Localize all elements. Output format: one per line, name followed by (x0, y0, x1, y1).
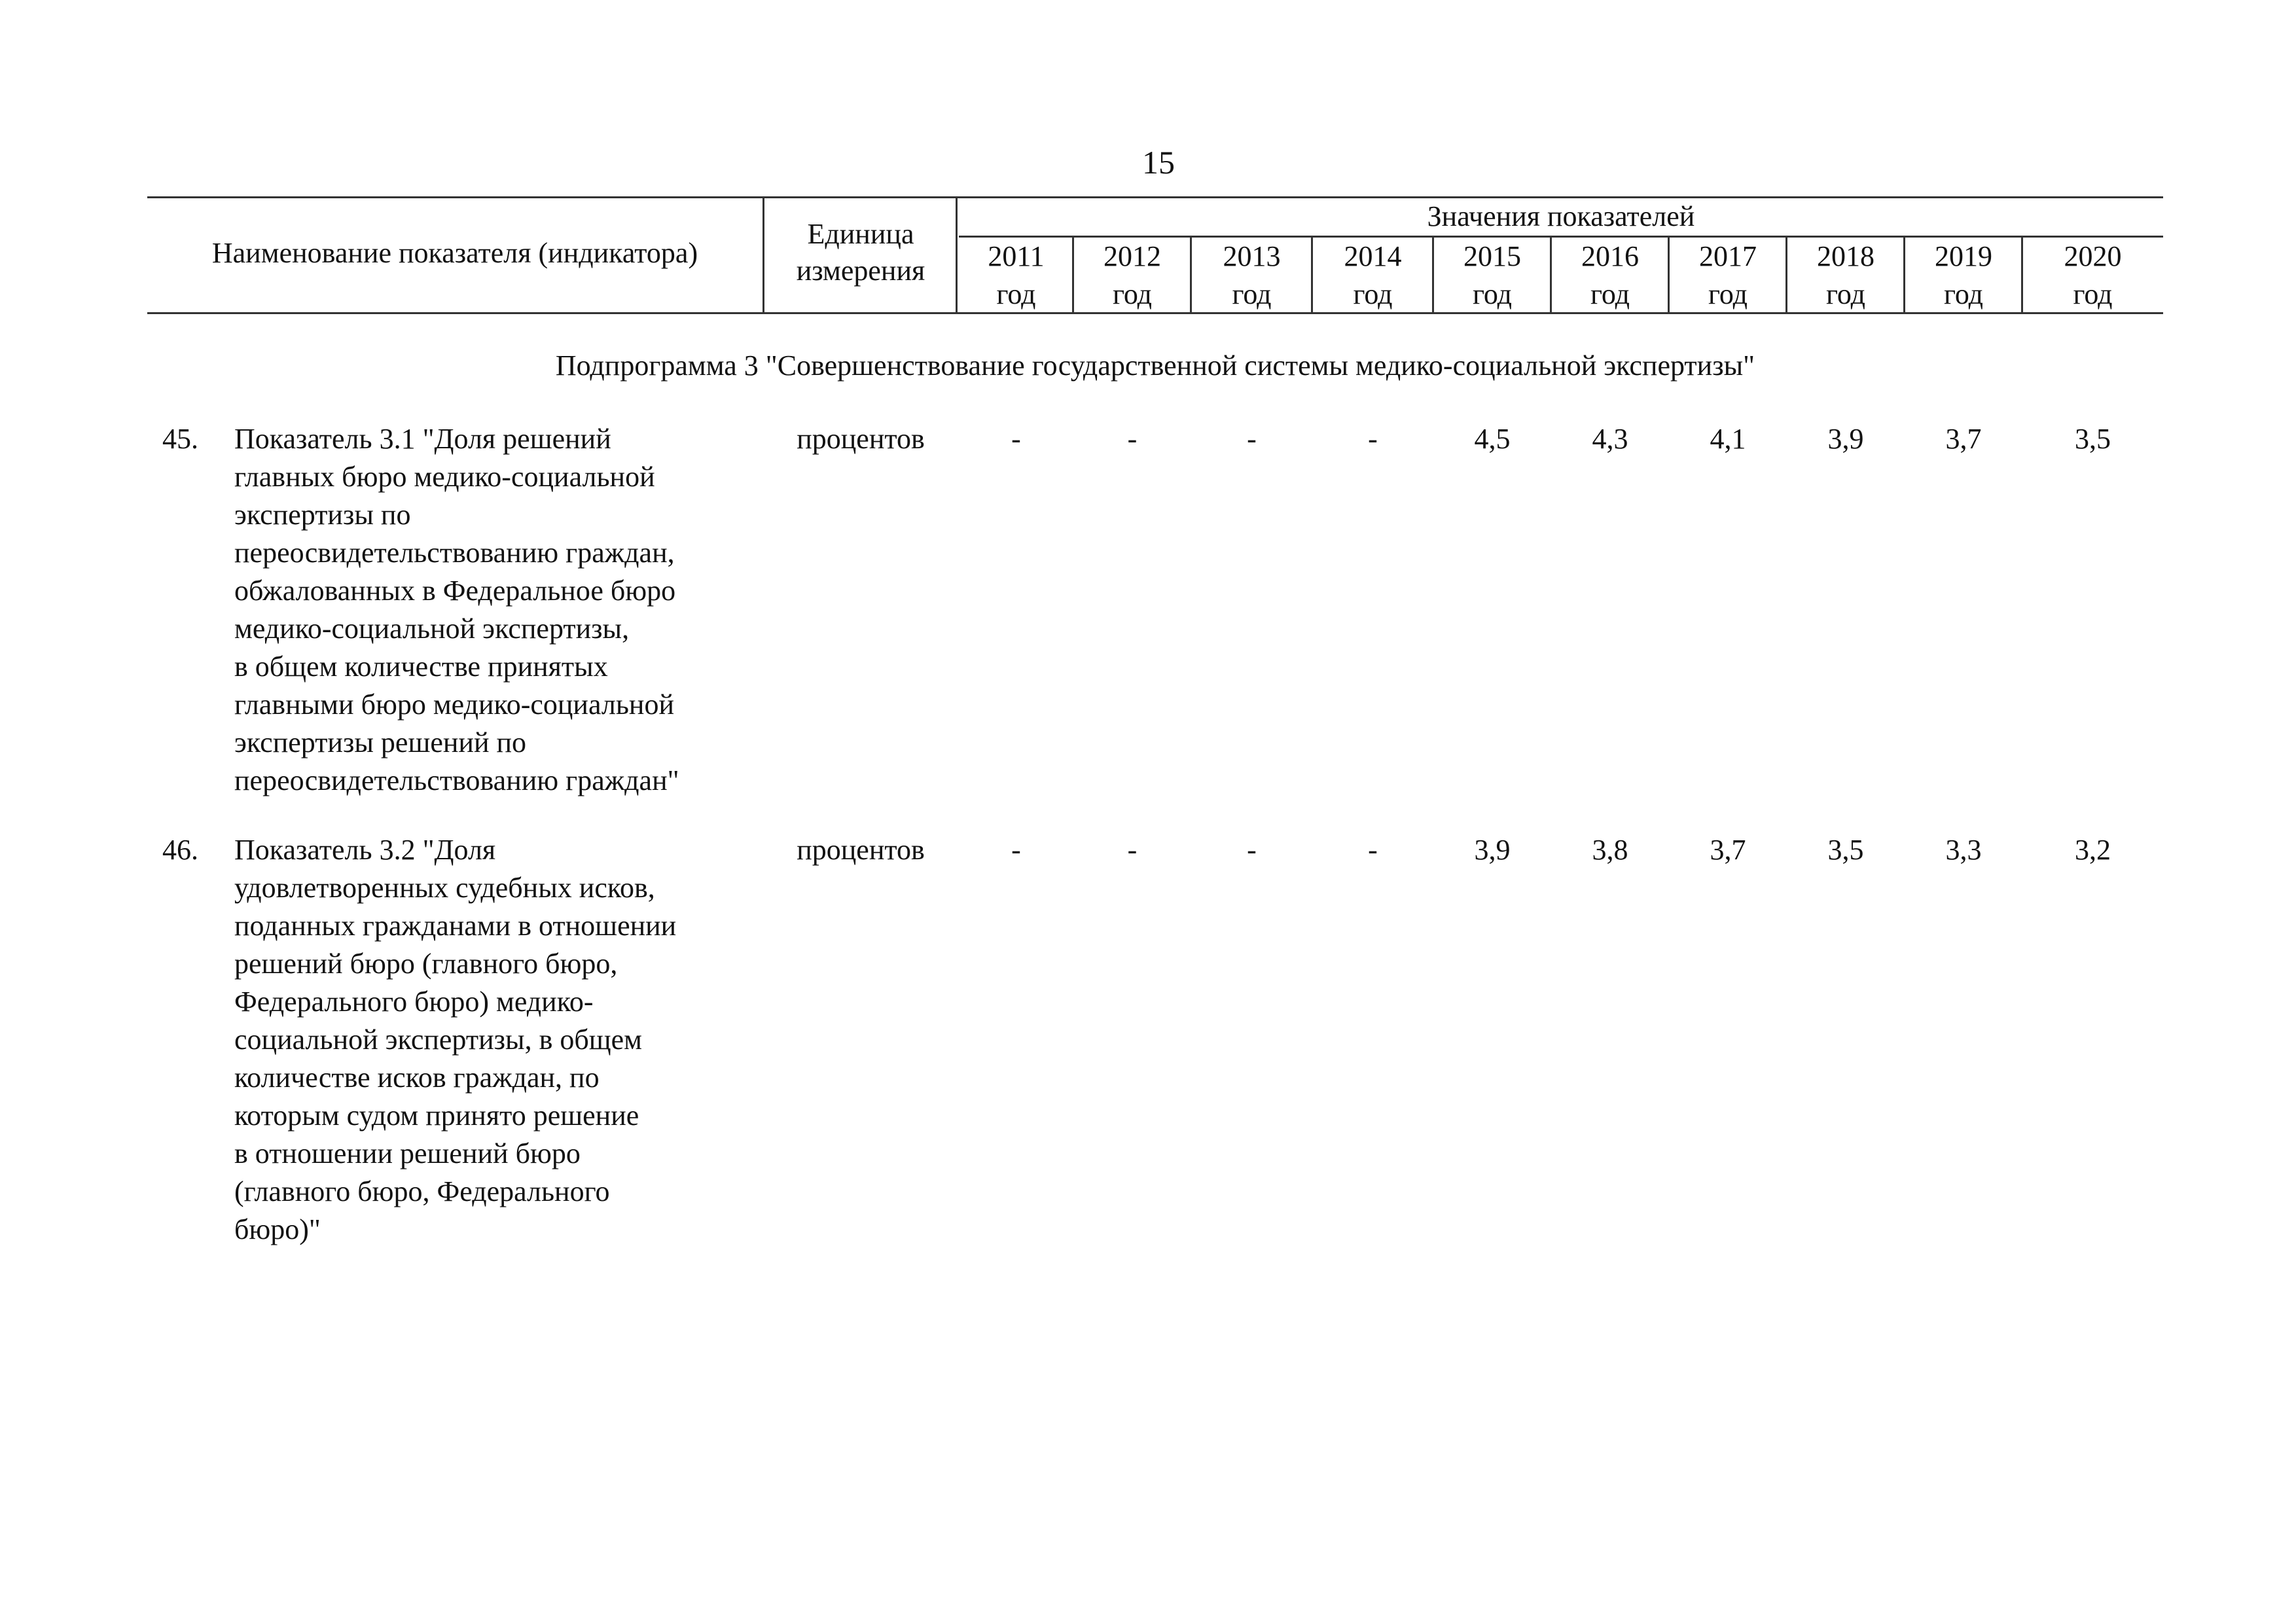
page-number: 15 (1142, 144, 1175, 181)
value-cell: 3,9 (1827, 423, 1864, 455)
year-suffix: год (1112, 278, 1153, 310)
value-cell: 4,1 (1710, 423, 1746, 455)
year-header-0 (959, 238, 1073, 313)
value-cell: 3,7 (1945, 423, 1982, 455)
year-suffix: год (1472, 278, 1513, 310)
value-cell: 4,3 (1592, 423, 1628, 455)
year-suffix: год (1353, 278, 1393, 310)
year-header-4 (1433, 238, 1551, 313)
value-cell: 3,2 (2075, 834, 2111, 866)
value-cell: 3,9 (1474, 834, 1511, 866)
year-suffix: год (1825, 278, 1866, 310)
value-cell: - (1127, 423, 1138, 455)
year-label: 2017 (1699, 240, 1757, 272)
year-suffix: год (2073, 278, 2113, 310)
year-header-5 (1551, 238, 1669, 313)
year-label: 2013 (1223, 240, 1281, 272)
row-number: 45. (162, 423, 198, 455)
year-suffix: год (1232, 278, 1272, 310)
value-cell: - (1127, 834, 1138, 866)
subprogram-title: Подпрограмма 3 "Совершенствование государственной системы медико-социальной экспертизы" (555, 349, 1755, 382)
header-divider-name-unit (762, 196, 764, 314)
year-suffix: год (1590, 278, 1630, 310)
row-number: 46. (162, 834, 198, 866)
year-header-7 (1787, 238, 1905, 313)
indicator-name: Показатель 3.1 "Доля решений главных бюро медико-социальной экспертизы по переосвидетельствованию граждан, обжалованных в Федеральное бюро медико-социальной экспертизы, в общем количестве принятых главными бюро медико-социальной экспертизы решений по переосвидетельствованию граждан" (234, 423, 679, 796)
header-unit-cell: Единица измерения (796, 218, 925, 287)
year-header-2 (1191, 238, 1312, 313)
year-header-8 (1905, 238, 2022, 313)
value-cell: - (1247, 834, 1257, 866)
value-cell: - (1368, 423, 1378, 455)
year-label: 2011 (988, 240, 1045, 272)
unit-of-measure: процентов (797, 834, 925, 866)
header-name-cell: Наименование показателя (индикатора) (211, 237, 698, 269)
year-header-1 (1073, 238, 1191, 313)
year-header-9 (2022, 238, 2163, 313)
value-cell: - (1247, 423, 1257, 455)
year-label: 2012 (1103, 240, 1161, 272)
year-label: 2018 (1817, 240, 1874, 272)
year-suffix: год (996, 278, 1036, 310)
value-cell: 3,3 (1945, 834, 1982, 866)
value-cell: 3,7 (1710, 834, 1746, 866)
value-cell: 3,5 (1827, 834, 1864, 866)
year-suffix: год (1943, 278, 1984, 310)
indicator-name: Показатель 3.2 "Доля удовлетворенных судебных исков, поданных гражданами в отношении решений бюро (главного бюро, Федерального бюро) медико- социальной экспертизы, в общем количестве исков граждан, по которым судом принято решение в отношении решений бюро (главного бюро, Федерального бюро)" (234, 834, 677, 1245)
header-values-cell: Значения показателей (1427, 200, 1695, 232)
year-label: 2020 (2064, 240, 2122, 272)
year-label: 2016 (1581, 240, 1639, 272)
year-suffix: год (1708, 278, 1748, 310)
value-cell: 4,5 (1474, 423, 1511, 455)
header-divider-unit-values (956, 196, 958, 314)
year-header-3 (1312, 238, 1433, 313)
year-label: 2015 (1463, 240, 1521, 272)
value-cell: 3,8 (1592, 834, 1628, 866)
value-cell: 3,5 (2075, 423, 2111, 455)
value-cell: - (1368, 834, 1378, 866)
unit-of-measure: процентов (797, 423, 925, 455)
value-cell: - (1011, 834, 1021, 866)
year-label: 2019 (1935, 240, 1992, 272)
year-label: 2014 (1344, 240, 1402, 272)
year-header-6 (1669, 238, 1787, 313)
value-cell: - (1011, 423, 1021, 455)
